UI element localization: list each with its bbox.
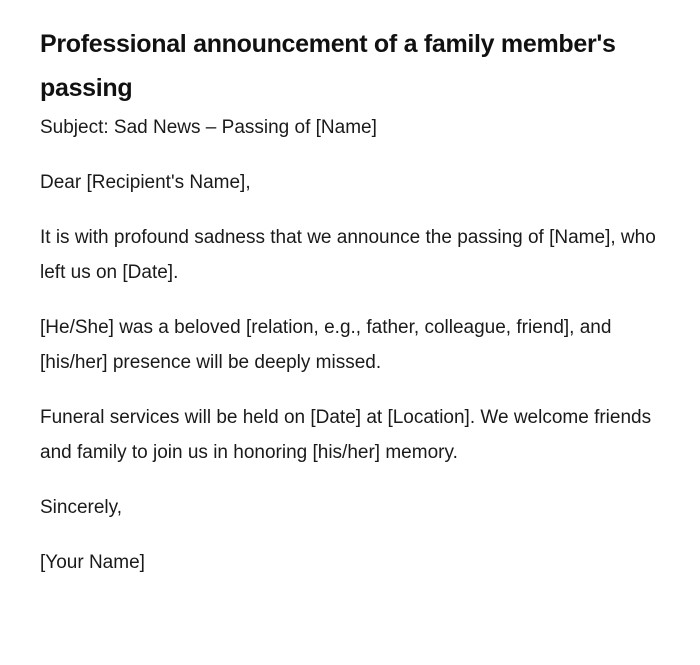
closing: Sincerely, — [40, 497, 123, 518]
signature: [Your Name] — [40, 552, 145, 573]
body-paragraph-announcement: It is with profound sadness that we announce the passing of [Name], who left us on [Date]. — [40, 227, 656, 283]
email-subject: Subject: Sad News – Passing of [Name] — [40, 117, 377, 138]
body-paragraph-funeral: Funeral services will be held on [Date] at [Location]. We welcome friends and family to join us in honoring [his/her] memory. — [40, 407, 652, 463]
document-title: Professional announcement of a family member's passing — [40, 30, 616, 102]
body-paragraph-relation: [He/She] was a beloved [relation, e.g., father, colleague, friend], and [his/her] presence will be deeply missed. — [40, 317, 612, 373]
salutation: Dear [Recipient's Name], — [40, 172, 251, 193]
